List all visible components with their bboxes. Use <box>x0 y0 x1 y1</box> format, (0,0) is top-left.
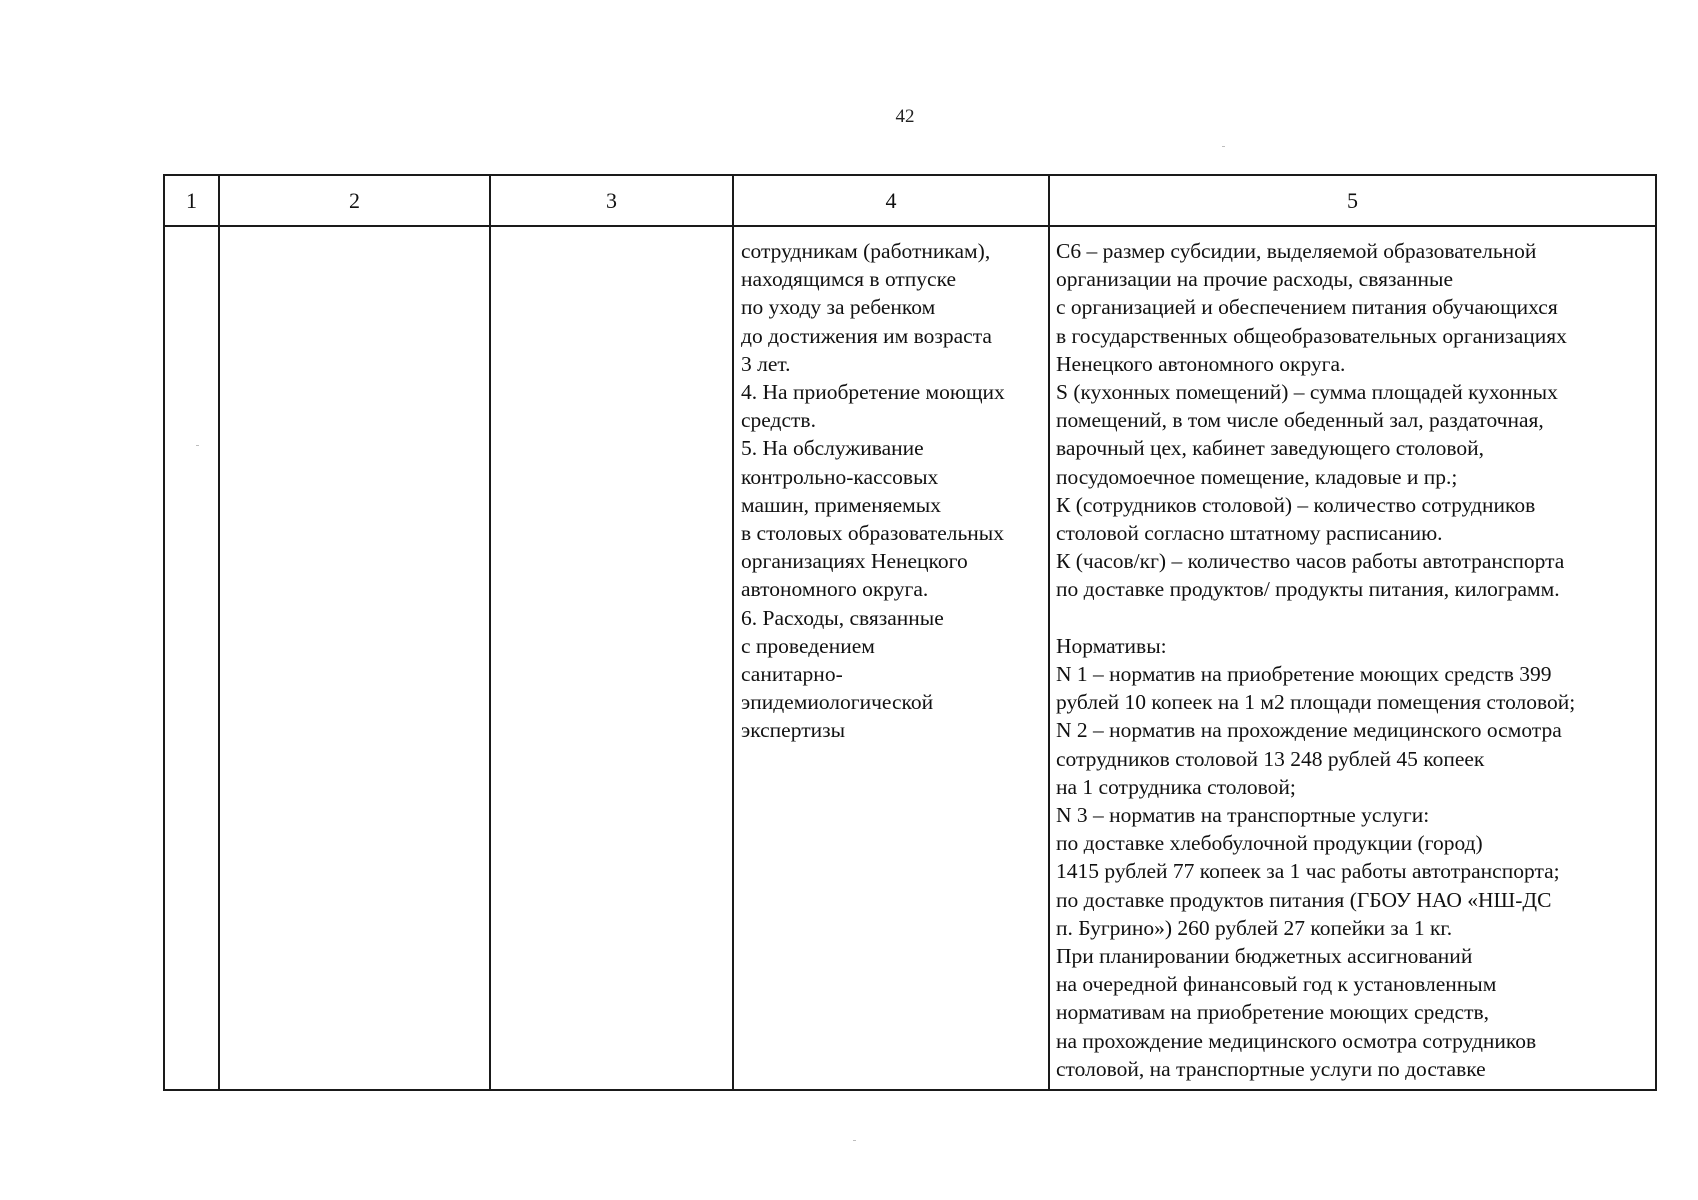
col5-text-line: 1415 рублей 77 копеек за 1 час работы автотранспорта; <box>1056 859 1560 884</box>
col5-text-line: по доставке продуктов питания (ГБОУ НАО «НШ-ДС <box>1056 887 1552 912</box>
col5-text-line: N 3 – норматив на транспортные услуги: <box>1056 803 1430 828</box>
expense-items-text <box>734 227 1048 745</box>
col5-text-line: S (кухонных помещений) – сумма площадей кухонных <box>1056 380 1558 405</box>
formula-description-text <box>1050 227 1655 1083</box>
col5-text-line: на прохождение медицинского осмотра сотрудников <box>1056 1028 1537 1053</box>
header-cell-3: 3 <box>490 175 733 226</box>
col5-text-line <box>1056 604 1649 632</box>
col4-text-line: санитарно- <box>741 662 843 687</box>
col4-text-line: 4. На приобретение моющих <box>741 380 1005 405</box>
header-cell-4: 4 <box>733 175 1049 226</box>
col4-text-line: 6. Расходы, связанные <box>741 605 944 630</box>
scan-speck <box>196 445 199 446</box>
table-body-row <box>164 226 1656 1090</box>
col5-text-line: помещений, в том числе обеденный зал, раздаточная, <box>1056 408 1544 433</box>
col5-text-line: посудомоечное помещение, кладовые и пр.; <box>1056 464 1458 489</box>
col4-text-line: в столовых образовательных <box>741 521 1004 546</box>
col5-text-line: К (сотрудников столовой) – количество сотрудников <box>1056 492 1536 517</box>
col5-text-line: варочный цех, кабинет заведующего столовой, <box>1056 436 1485 461</box>
col5-text-line: При планировании бюджетных ассигнований <box>1056 944 1473 969</box>
col5-text-line: сотрудников столовой 13 248 рублей 45 копеек <box>1056 746 1485 771</box>
col5-text-line: N 1 – норматив на приобретение моющих средств 399 <box>1056 662 1552 687</box>
col4-text-line: средств. <box>741 408 816 433</box>
col4-text-line: находящимся в отпуске <box>741 267 957 292</box>
table-header-row <box>164 175 1656 226</box>
col5-text-line: Ненецкого автономного округа. <box>1056 351 1346 376</box>
col4-text-line: машин, применяемых <box>741 492 941 517</box>
col4-text-line: по уходу за ребенком <box>741 295 936 320</box>
scan-speck <box>1222 146 1225 147</box>
col5-text-line: на 1 сотрудника столовой; <box>1056 774 1296 799</box>
col4-text-line: сотрудникам (работникам), <box>741 239 991 263</box>
col4-text-line: автономного округа. <box>741 577 929 602</box>
col4-text-line: с проведением <box>741 633 875 658</box>
scan-speck <box>853 1140 856 1141</box>
col5-text-line: п. Бугрино») 260 рублей 27 копейки за 1 кг. <box>1056 915 1453 940</box>
col5-text-line: с организацией и обеспечением питания обучающихся <box>1056 295 1558 320</box>
body-cell-1 <box>164 226 219 1090</box>
col5-text-line: в государственных общеобразовательных организациях <box>1056 323 1567 348</box>
body-cell-5 <box>1049 226 1656 1090</box>
col5-text-line: N 2 – норматив на прохождение медицинского осмотра <box>1056 718 1562 743</box>
col4-text-line: экспертизы <box>741 718 846 743</box>
col5-text-line: по доставке продуктов/ продукты питания, килограмм. <box>1056 577 1560 602</box>
col5-text-line: Нормативы: <box>1056 633 1167 658</box>
document-table <box>163 174 1657 1091</box>
col4-text-line: 5. На обслуживание <box>741 436 924 461</box>
col4-text-line: 3 лет. <box>741 351 791 376</box>
page-number: 42 <box>895 106 915 127</box>
header-cell-1: 1 <box>164 175 219 226</box>
col5-text-line: К (часов/кг) – количество часов работы автотранспорта <box>1056 549 1565 574</box>
col4-text-line: эпидемиологической <box>741 690 934 715</box>
col4-text-line: контрольно-кассовых <box>741 464 939 489</box>
header-cell-5: 5 <box>1049 175 1656 226</box>
col5-text-line: по доставке хлебобулочной продукции (город) <box>1056 831 1483 856</box>
col5-text-line: столовой, на транспортные услуги по доставке <box>1056 1056 1486 1081</box>
body-cell-3 <box>490 226 733 1090</box>
header-cell-2: 2 <box>219 175 490 226</box>
col4-text-line: организациях Ненецкого <box>741 549 968 574</box>
col5-text-line: нормативам на приобретение моющих средств, <box>1056 1000 1490 1025</box>
body-cell-4 <box>733 226 1049 1090</box>
col5-text-line: рублей 10 копеек на 1 м2 площади помещения столовой; <box>1056 690 1576 715</box>
col4-text-line: до достижения им возраста <box>741 323 992 348</box>
body-cell-2 <box>219 226 490 1090</box>
col5-text-line: С6 – размер субсидии, выделяемой образовательной <box>1056 239 1537 263</box>
col5-text-line: организации на прочие расходы, связанные <box>1056 267 1453 292</box>
col5-text-line: столовой согласно штатному расписанию. <box>1056 521 1443 546</box>
col5-text-line: на очередной финансовый год к установленным <box>1056 972 1497 997</box>
